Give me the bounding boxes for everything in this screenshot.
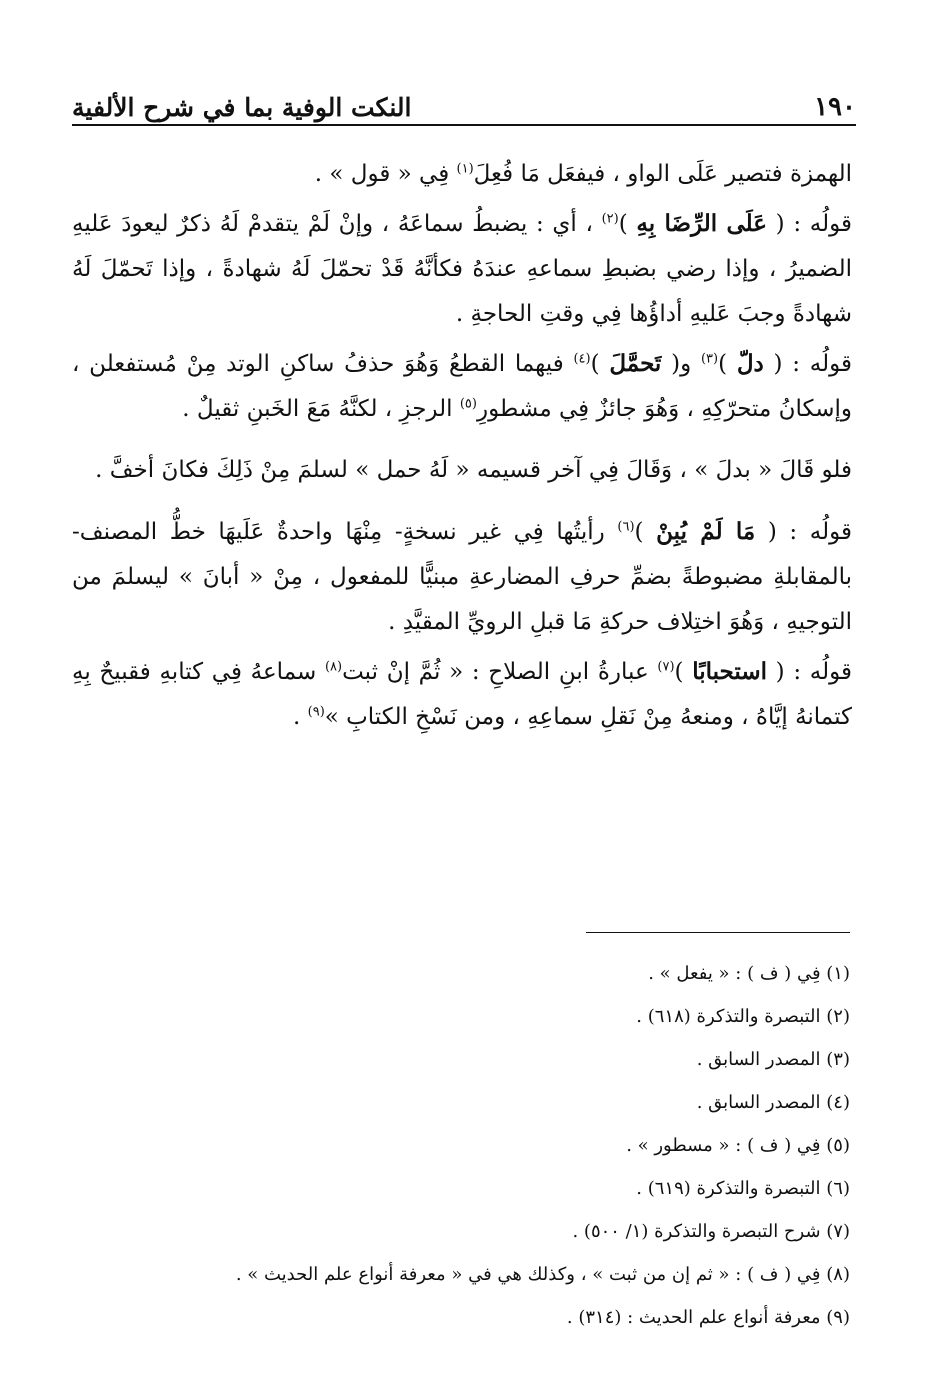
paragraph [72,649,852,740]
header-rule [72,124,856,126]
text-run: ) [634,519,657,545]
footnote-marker: (٩) [307,704,325,720]
text-run: قولُه : ( [755,519,853,545]
text-run: قولُه : ( [767,659,852,685]
text-run: فلو قَالَ « بدلَ » ، وَقَالَ فِي آخر قسيمه « لَهُ حمل » لسلمَ مِنْ ذَلِكَ فكانَ أخفَّ . [95,457,852,483]
paragraph [72,448,852,493]
footnote: (٨) فِي ( ف ) : « ثم إن من ثبت » ، وكذلك هي في « معرفة أنواع علم الحديث » . [235,1264,850,1285]
text-run: فيهما القطعُ وَهُوَ حذفُ ساكنِ الوتد مِنْ مُستفعلن ، وإسكانُ متحرّكِهِ ، وَهُوَ جائزٌ فِي مشطورِ [72,351,852,422]
footnote-marker: (٣) [700,351,719,367]
footnote: (٣) المصدر السابق . [696,1049,850,1070]
text-run: ) [674,659,693,685]
text-run: . [293,704,308,730]
quoted-term: دلّ [736,350,764,377]
footnote: (٤) المصدر السابق . [696,1092,850,1113]
text-run: الهمزة فتصير عَلَى الواو ، فيفعَل مَا فُعِلَ [473,161,852,187]
text-run: قولُه : ( [767,211,852,237]
text-run: فِي « قول » . [314,161,457,187]
quoted-term: مَا لَمْ يُبِنْ [656,518,756,545]
text-run: ) [618,211,637,237]
running-title: النكت الوفية بما في شرح الألفية [72,93,412,122]
footnote-separator [586,932,850,933]
footnotes [72,952,850,1339]
body-text [72,152,852,744]
footnote: (٢) التبصرة والتذكرة (٦١٨) . [636,1006,850,1027]
footnote-marker: (٥) [459,396,477,412]
page-header [72,78,856,122]
footnote-marker: (٤) [573,351,591,367]
paragraph [72,341,852,432]
text-run: ، أي : يضبطُ سماعَهُ ، وإنْ لَمْ يتقدمْ لَهُ ذكرٌ ليعودَ عَليهِ الضميرُ ، وإذا رضي بضبطِ سماعهِ عندَهُ فكأنَّهُ قَدْ تحمّلَ لَهُ شهادةً ، وإذا تَحمّلَ لَهُ شهادةً وجبَ عَليهِ أداؤُها فِي وقتِ الحاجةِ . [72,211,852,327]
footnote-marker: (١) [456,161,474,177]
text-run: رأيتُها فِي غير نسخةٍ- مِنْهَا واحدةٌ عَلَيهَا خطُّ المصنف- بالمقابلةِ مضبوطةً بضمِّ حرفِ المضارعةِ مبنيًّا للمفعول ، مِنْ « أبانَ » ليسلمَ من التوجيهِ ، وَهُوَ اختِلاف حركةِ مَا قبلِ الرويِّ المقيَّدِ . [72,519,852,635]
footnote: (٥) فِي ( ف ) : « مسطور » . [626,1135,850,1156]
text-run: ) [718,351,737,377]
paragraph [72,201,852,337]
footnote-marker: (٨) [324,659,343,675]
paragraph [72,509,852,645]
footnote: (٩) معرفة أنواع علم الحديث : (٣١٤) . [566,1307,850,1328]
footnote-marker: (٢) [601,211,619,227]
footnote: (٦) التبصرة والتذكرة (٦١٩) . [636,1178,850,1199]
text-run: عبارةُ ابنِ الصلاحِ : « ثُمَّ إنْ ثبت [342,659,658,685]
text-run: قولُه : ( [763,351,853,377]
footnote: (١) فِي ( ف ) : « يفعل » . [648,963,850,984]
text-run: سماعهُ فِي كتابهِ فقبيحٌ بِهِ كتمانهُ إيَّاهُ ، ومنعهُ مِنْ نَقلِ سماعِهِ ، ومن نَسْخِ الكتابِ » [72,659,852,730]
quoted-term: عَلَى الرِّضَا بِهِ [636,210,767,237]
text-run: ) [590,351,610,377]
text-run: و( [661,351,701,377]
page-number: ١٩٠ [814,92,856,122]
footnote-marker: (٦) [617,519,635,535]
quoted-term: استحبابًا [692,658,767,685]
text-run: الرجزِ ، لكنَّهُ مَعَ الخَبنِ ثقيلٌ . [182,396,460,422]
paragraph [72,152,852,197]
footnote: (٧) شرح التبصرة والتذكرة (١/ ٥٠٠) . [572,1221,850,1242]
quoted-term: تَحمَّلَ [609,350,662,377]
footnote-marker: (٧) [657,659,675,675]
